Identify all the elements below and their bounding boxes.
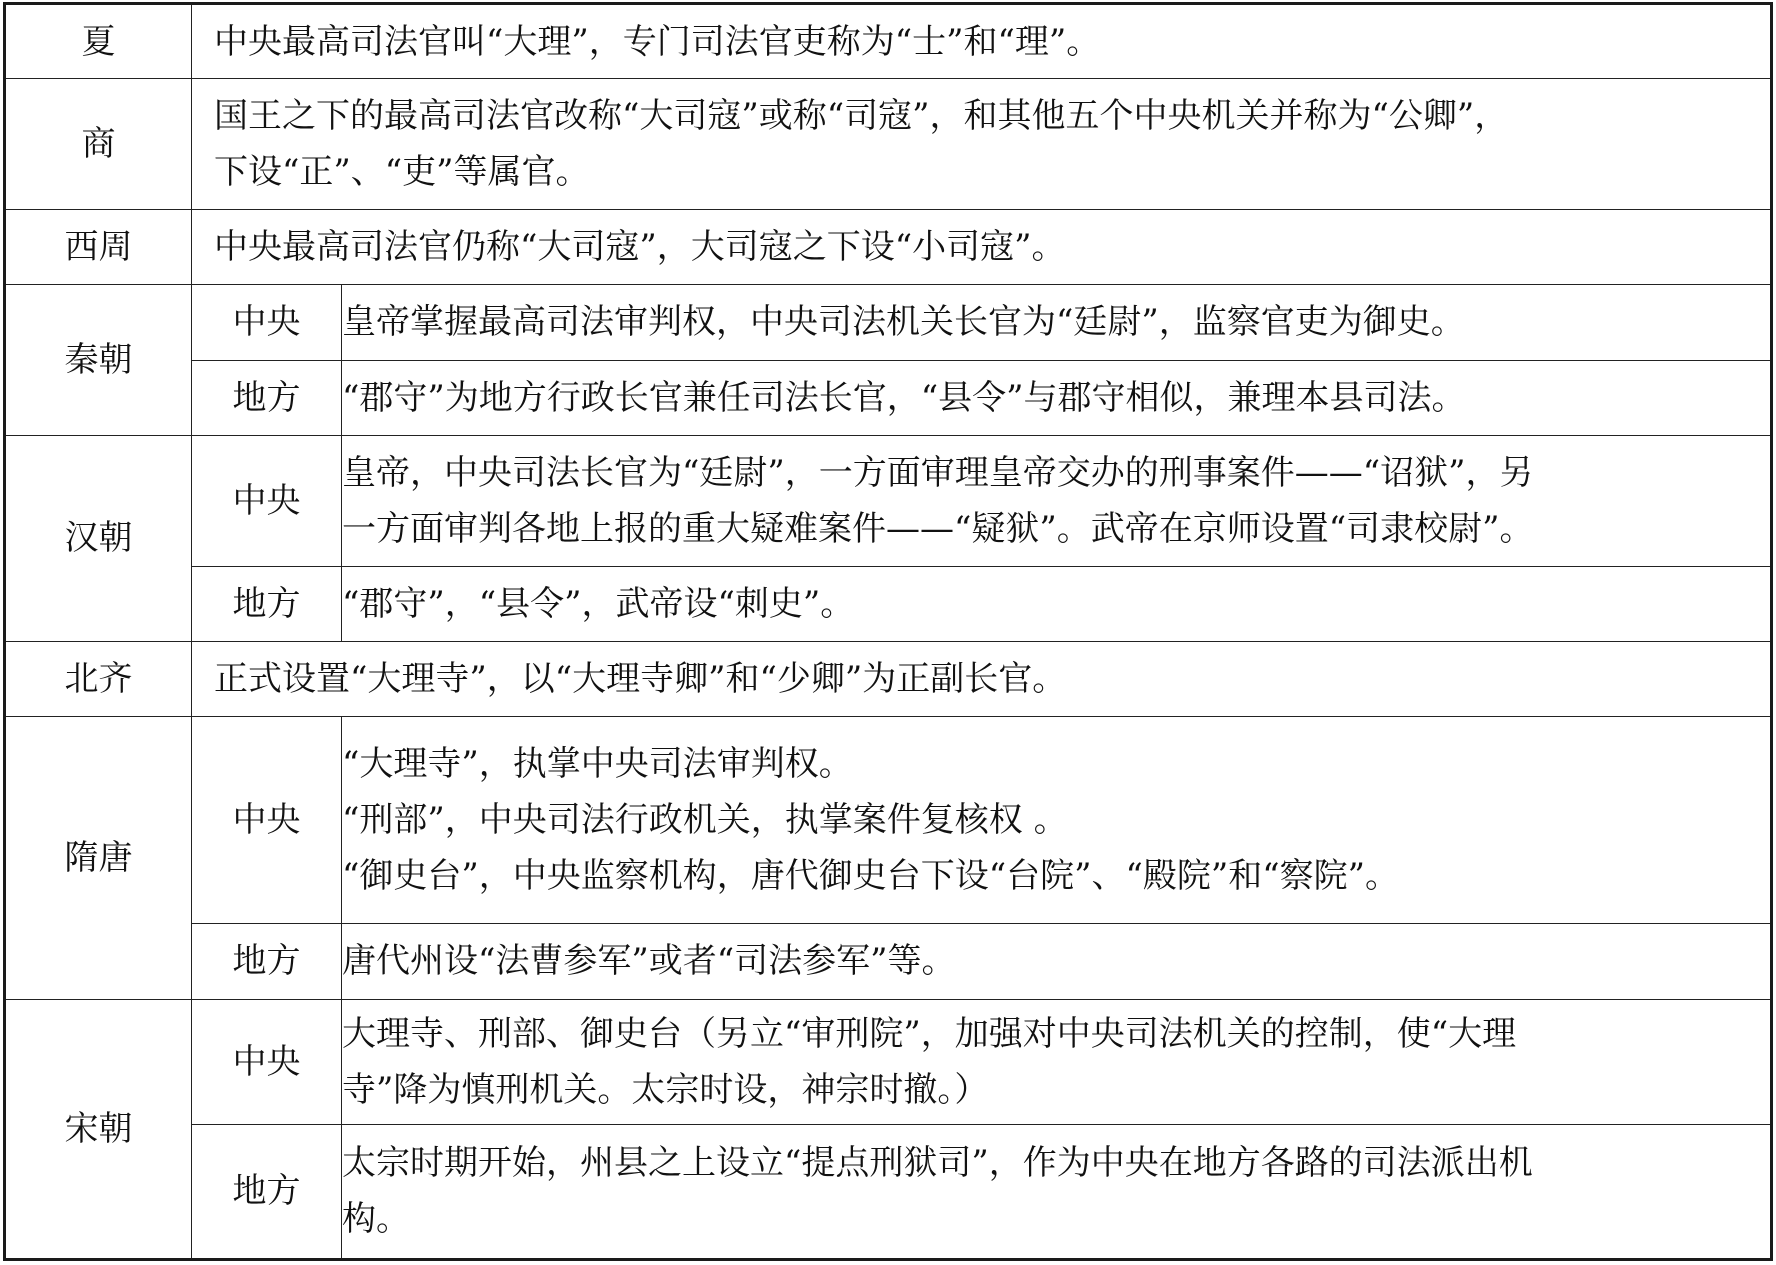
table-row <box>5 641 1772 716</box>
content-cell <box>342 1124 1772 1259</box>
era-cell: 北齐 <box>5 641 192 716</box>
table-row <box>5 210 1772 285</box>
content-line: 唐代州设“法曹参军”或者“司法参军”等。 <box>342 941 956 982</box>
content-cell <box>342 435 1772 566</box>
content-cell <box>192 641 1772 716</box>
table-row <box>5 285 1772 360</box>
content-line: “郡守”，“县令”，武帝设“刺史”。 <box>342 583 855 624</box>
content-line: 一方面审判各地上报的重大疑难案件——“疑狱”。武帝在京师设置“司隶校尉”。 <box>342 508 1534 549</box>
level-cell: 中央 <box>192 999 342 1124</box>
content-cell <box>192 210 1772 285</box>
content-line: “大理寺”，执掌中央司法审判权。 <box>342 744 853 785</box>
content-line: 皇帝掌握最高司法审判权，中央司法机关长官为“廷尉”，监察官吏为御史。 <box>342 302 1465 343</box>
content-line: “御史台”，中央监察机构，唐代御史台下设“台院”、“殿院”和“察院”。 <box>342 856 1400 897</box>
content-line: 中央最高司法官叫“大理”，专门司法官吏称为“士”和“理”。 <box>214 21 1101 62</box>
content-line: “郡守”为地方行政长官兼任司法长官，“县令”与郡守相似，兼理本县司法。 <box>342 377 1466 418</box>
content-cell <box>192 4 1772 79</box>
content-cell <box>342 924 1772 999</box>
table-row <box>5 435 1772 566</box>
content-line: 构。 <box>342 1199 410 1240</box>
era-cell: 秦朝 <box>5 285 192 435</box>
content-cell <box>342 360 1772 435</box>
level-cell: 中央 <box>192 435 342 566</box>
content-line: 下设“正”、“吏”等属官。 <box>214 152 590 193</box>
table-row <box>5 717 1772 924</box>
content-cell <box>342 285 1772 360</box>
content-line: “刑部”，中央司法行政机关，执掌案件复核权 。 <box>342 800 1068 841</box>
content-line: 中央最高司法官仍称“大司寇”，大司寇之下设“小司寇”。 <box>214 227 1066 268</box>
content-cell <box>192 79 1772 210</box>
era-cell: 隋唐 <box>5 717 192 999</box>
table-row <box>5 360 1772 435</box>
content-line: 太宗时期开始，州县之上设立“提点刑狱司”，作为中央在地方各路的司法派出机 <box>342 1143 1533 1184</box>
level-cell: 地方 <box>192 566 342 641</box>
era-cell: 商 <box>5 79 192 210</box>
table-row <box>5 924 1772 999</box>
content-cell <box>342 566 1772 641</box>
content-line: 寺”降为慎刑机关。太宗时设，神宗时撤。） <box>342 1069 989 1110</box>
judicial-history-table <box>3 2 1773 1261</box>
table-row <box>5 4 1772 79</box>
table-row <box>5 999 1772 1124</box>
level-cell: 地方 <box>192 924 342 999</box>
level-cell: 中央 <box>192 717 342 924</box>
table-row <box>5 566 1772 641</box>
content-cell <box>342 717 1772 924</box>
table-row <box>5 1124 1772 1259</box>
content-line: 皇帝，中央司法长官为“廷尉”，一方面审理皇帝交办的刑事案件——“诏狱”，另 <box>342 452 1534 493</box>
content-cell <box>342 999 1772 1124</box>
content-line: 正式设置“大理寺”，以“大理寺卿”和“少卿”为正副长官。 <box>214 659 1067 699</box>
level-cell: 地方 <box>192 1124 342 1259</box>
content-line: 国王之下的最高司法官改称“大司寇”或称“司寇”，和其他五个中央机关并称为“公卿”， <box>214 96 1509 137</box>
era-cell: 西周 <box>5 210 192 285</box>
level-cell: 地方 <box>192 360 342 435</box>
table-row <box>5 79 1772 210</box>
era-cell: 夏 <box>5 4 192 79</box>
era-cell: 汉朝 <box>5 435 192 641</box>
content-line: 大理寺、刑部、御史台（另立“审刑院”，加强对中央司法机关的控制，使“大理 <box>342 1013 1517 1054</box>
era-cell: 宋朝 <box>5 999 192 1260</box>
level-cell: 中央 <box>192 285 342 360</box>
